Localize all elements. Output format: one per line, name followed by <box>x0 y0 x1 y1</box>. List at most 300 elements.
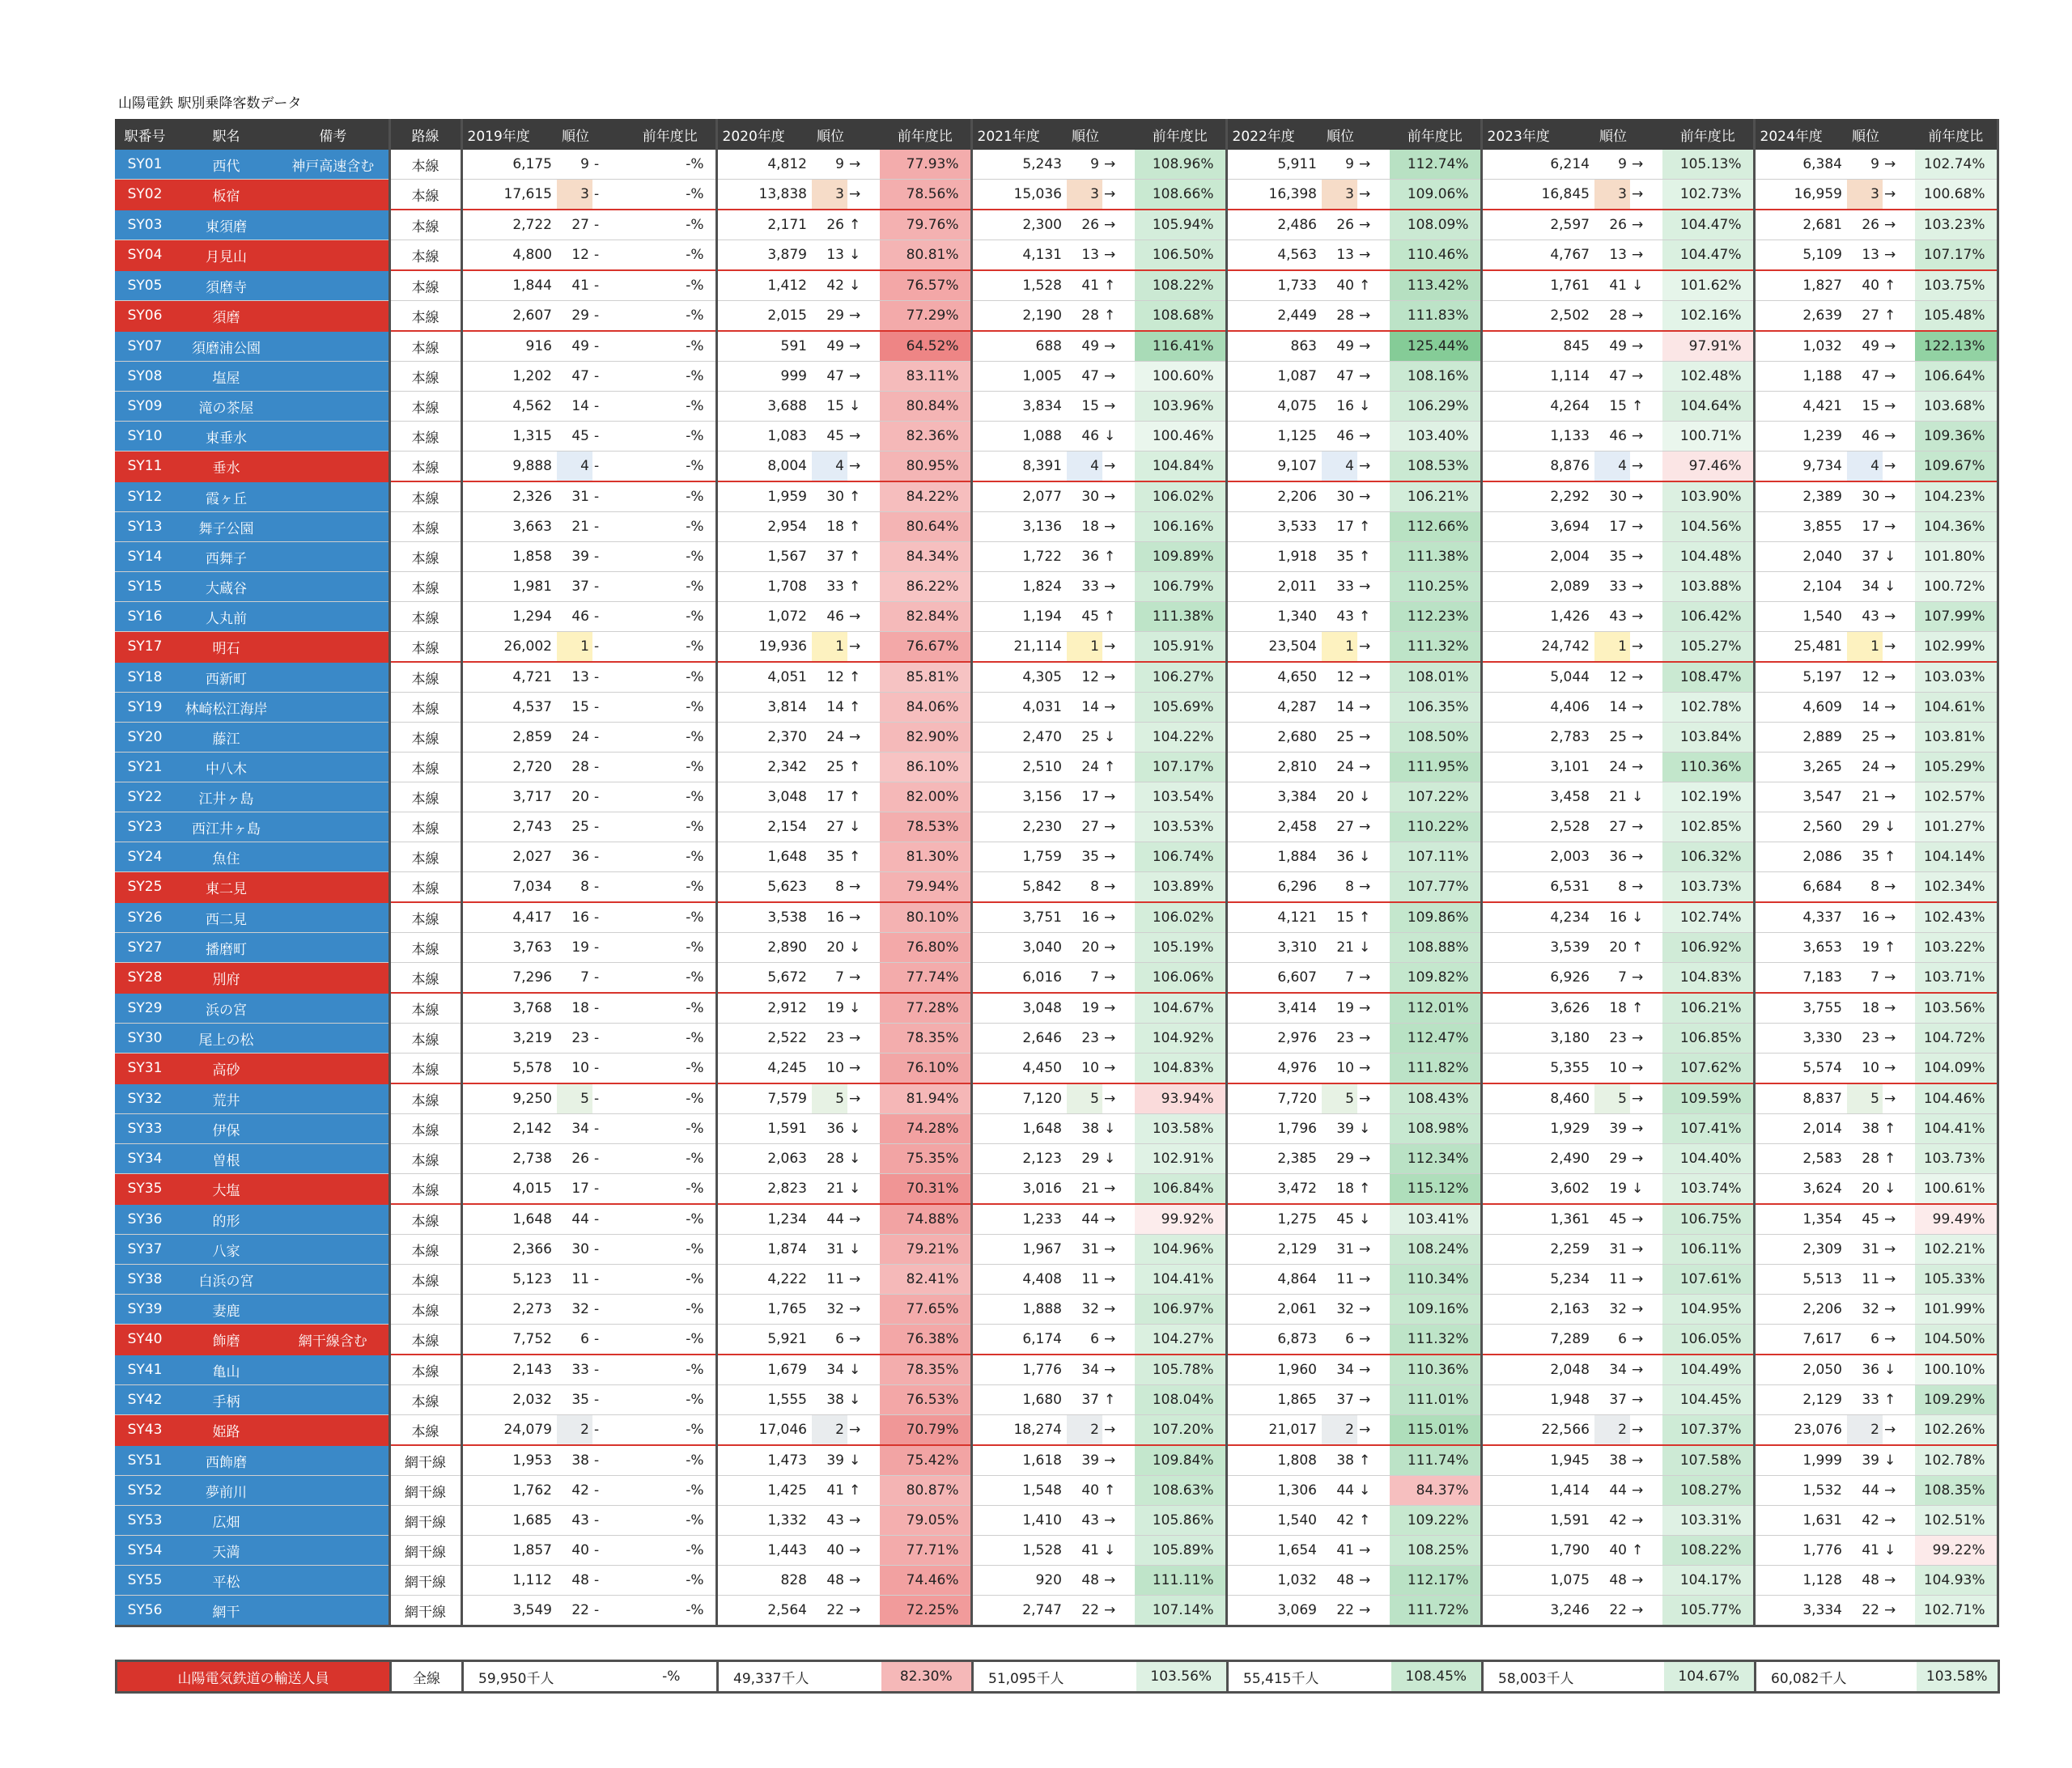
passenger-count: 3,180 <box>1481 1024 1594 1054</box>
rank-trend-icon: - <box>592 481 625 512</box>
rank-trend-icon: → <box>1102 963 1135 994</box>
yoy-ratio: 111.01% <box>1390 1385 1481 1415</box>
rank-value: 32 <box>1594 1295 1630 1325</box>
rank-trend-icon: ↓ <box>1883 1445 1915 1476</box>
rank-trend-icon: ↓ <box>1102 1114 1135 1144</box>
rank-value: 33 <box>557 1355 592 1385</box>
yoy-ratio: 77.29% <box>880 301 971 332</box>
yoy-ratio: 102.51% <box>1915 1506 1998 1536</box>
rank-value: 34 <box>557 1114 592 1144</box>
passenger-count: 4,721 <box>461 662 557 693</box>
rank-trend-icon: → <box>1357 1024 1390 1054</box>
passenger-count: 4,650 <box>1226 662 1322 693</box>
yoy-ratio: 103.03% <box>1915 662 1998 693</box>
rank-value: 12 <box>812 662 847 693</box>
passenger-count: 2,743 <box>461 812 557 842</box>
yoy-ratio: 115.01% <box>1390 1415 1481 1446</box>
rank-value: 6 <box>1847 1325 1883 1355</box>
rank-trend-icon: → <box>1883 1024 1915 1054</box>
yoy-ratio: 112.17% <box>1390 1566 1481 1596</box>
table-row <box>115 1235 1998 1265</box>
passenger-count: 2,607 <box>461 301 557 332</box>
station-name: 播磨町 <box>175 933 278 963</box>
header-year: 2019年度 <box>461 120 557 149</box>
passenger-count: 1,202 <box>461 362 557 392</box>
passenger-count: 4,450 <box>971 1054 1067 1084</box>
rank-trend-icon: → <box>847 1295 880 1325</box>
yoy-ratio: 104.41% <box>1135 1265 1226 1295</box>
rank-value: 49 <box>557 331 592 362</box>
station-note <box>278 1596 389 1626</box>
rank-trend-icon: - <box>592 1325 625 1355</box>
passenger-count: 828 <box>716 1566 812 1596</box>
station-name: 垂水 <box>175 452 278 482</box>
yoy-ratio: -% <box>625 1054 716 1084</box>
rank-value: 7 <box>1594 963 1630 994</box>
header-ratio: 前年度比 <box>1390 120 1481 149</box>
header-year: 2021年度 <box>971 120 1067 149</box>
yoy-ratio: 70.79% <box>880 1415 971 1446</box>
yoy-ratio: 104.47% <box>1662 210 1754 240</box>
yoy-ratio: 103.75% <box>1915 270 1998 301</box>
yoy-ratio: 105.77% <box>1662 1596 1754 1626</box>
table-row <box>115 1083 1998 1114</box>
passenger-count: 2,206 <box>1226 481 1322 512</box>
rank-value: 13 <box>1847 240 1883 271</box>
rank-value: 19 <box>812 993 847 1024</box>
passenger-count: 2,385 <box>1226 1144 1322 1174</box>
passenger-count: 4,234 <box>1481 902 1594 933</box>
rank-value: 28 <box>1322 301 1357 332</box>
rank-value: 40 <box>1847 270 1883 301</box>
yoy-ratio: 86.10% <box>880 753 971 782</box>
rank-value: 11 <box>1067 1265 1102 1295</box>
passenger-count: 5,234 <box>1481 1265 1594 1295</box>
passenger-count: 5,044 <box>1481 662 1594 693</box>
rank-trend-icon: - <box>592 842 625 872</box>
passenger-count: 2,560 <box>1754 812 1847 842</box>
station-line: 本線 <box>389 1024 461 1054</box>
rank-value: 31 <box>1594 1235 1630 1265</box>
rank-trend-icon: - <box>592 392 625 422</box>
yoy-ratio: -% <box>625 723 716 753</box>
passenger-count: 6,873 <box>1226 1325 1322 1355</box>
passenger-count: 6,016 <box>971 963 1067 994</box>
yoy-ratio: 115.12% <box>1390 1174 1481 1205</box>
yoy-ratio: 110.22% <box>1390 812 1481 842</box>
passenger-count: 3,101 <box>1481 753 1594 782</box>
station-note <box>278 1204 389 1235</box>
rank-trend-icon: → <box>847 1325 880 1355</box>
passenger-count: 920 <box>971 1566 1067 1596</box>
station-line: 本線 <box>389 1415 461 1446</box>
rank-trend-icon: → <box>1883 872 1915 903</box>
rank-trend-icon: ↓ <box>1357 842 1390 872</box>
rank-value: 44 <box>1067 1204 1102 1235</box>
yoy-ratio: 84.22% <box>880 481 971 512</box>
yoy-ratio: -% <box>625 1355 716 1385</box>
rank-trend-icon: → <box>1102 1506 1135 1536</box>
station-code: SY13 <box>115 512 175 542</box>
yoy-ratio: 111.72% <box>1390 1596 1481 1626</box>
station-name: 魚住 <box>175 842 278 872</box>
passenger-count: 1,125 <box>1226 422 1322 452</box>
table-row <box>115 1566 1998 1596</box>
station-note <box>278 572 389 602</box>
rank-value: 37 <box>1067 1385 1102 1415</box>
passenger-count: 1,680 <box>971 1385 1067 1415</box>
rank-value: 16 <box>1067 902 1102 933</box>
passenger-count: 1,967 <box>971 1235 1067 1265</box>
yoy-ratio: 80.95% <box>880 452 971 482</box>
header-rank: 順位 <box>812 120 847 149</box>
passenger-count: 3,814 <box>716 693 812 723</box>
rank-value: 45 <box>1847 1204 1883 1235</box>
yoy-ratio: 108.68% <box>1135 301 1226 332</box>
yoy-ratio: 104.93% <box>1915 1566 1998 1596</box>
station-code: SY05 <box>115 270 175 301</box>
rank-trend-icon: - <box>592 872 625 903</box>
rank-value: 1 <box>557 632 592 663</box>
table-row <box>115 963 1998 994</box>
rank-trend-icon: ↓ <box>1883 572 1915 602</box>
station-name: 板宿 <box>175 180 278 210</box>
yoy-ratio: 104.48% <box>1662 542 1754 572</box>
rank-value: 9 <box>812 149 847 180</box>
rank-trend-icon: → <box>1630 1235 1662 1265</box>
rank-value: 2 <box>812 1415 847 1446</box>
passenger-count: 3,384 <box>1226 782 1322 812</box>
rank-value: 8 <box>1594 872 1630 903</box>
rank-trend-icon: ↓ <box>1102 422 1135 452</box>
yoy-ratio: 111.95% <box>1390 753 1481 782</box>
passenger-count: 8,004 <box>716 452 812 482</box>
yoy-ratio: 106.84% <box>1135 1174 1226 1205</box>
yoy-ratio: 78.35% <box>880 1024 971 1054</box>
rank-trend-icon: → <box>1630 1024 1662 1054</box>
table-row <box>115 872 1998 903</box>
passenger-count: 1,354 <box>1754 1204 1847 1235</box>
passenger-count: 1,733 <box>1226 270 1322 301</box>
rank-trend-icon: - <box>592 782 625 812</box>
rank-value: 26 <box>1847 210 1883 240</box>
rank-value: 4 <box>812 452 847 482</box>
yoy-ratio: -% <box>625 1295 716 1325</box>
table-row <box>115 842 1998 872</box>
passenger-count: 2,048 <box>1481 1355 1594 1385</box>
rank-value: 14 <box>1322 693 1357 723</box>
rank-value: 30 <box>812 481 847 512</box>
passenger-count: 1,648 <box>461 1204 557 1235</box>
rank-value: 5 <box>557 1083 592 1114</box>
passenger-count: 1,960 <box>1226 1355 1322 1385</box>
passenger-count: 4,264 <box>1481 392 1594 422</box>
rank-value: 12 <box>1847 662 1883 693</box>
rank-value: 11 <box>1594 1265 1630 1295</box>
station-line: 本線 <box>389 753 461 782</box>
rank-trend-icon: ↓ <box>1630 782 1662 812</box>
passenger-count: 1,648 <box>716 842 812 872</box>
station-line: 本線 <box>389 1114 461 1144</box>
station-name: 西江井ヶ島 <box>175 812 278 842</box>
passenger-count: 5,911 <box>1226 149 1322 180</box>
rank-value: 30 <box>1594 481 1630 512</box>
rank-trend-icon: → <box>1630 1566 1662 1596</box>
passenger-count: 2,722 <box>461 210 557 240</box>
passenger-count: 17,615 <box>461 180 557 210</box>
passenger-count: 3,310 <box>1226 933 1322 963</box>
rank-trend-icon: ↓ <box>847 1144 880 1174</box>
rank-trend-icon: → <box>1883 1295 1915 1325</box>
rank-trend-icon: ↑ <box>847 782 880 812</box>
yoy-ratio: 74.88% <box>880 1204 971 1235</box>
rank-trend-icon: → <box>1357 1415 1390 1446</box>
rank-value: 43 <box>1322 602 1357 632</box>
passenger-count: 2,032 <box>461 1385 557 1415</box>
rank-value: 5 <box>1847 1083 1883 1114</box>
rank-trend-icon: → <box>847 149 880 180</box>
rank-trend-icon: ↓ <box>1357 933 1390 963</box>
rank-trend-icon: - <box>592 1295 625 1325</box>
passenger-count: 5,574 <box>1754 1054 1847 1084</box>
rank-trend-icon: → <box>847 1024 880 1054</box>
passenger-count: 3,653 <box>1754 933 1847 963</box>
yoy-ratio: 102.78% <box>1662 693 1754 723</box>
passenger-count: 1,005 <box>971 362 1067 392</box>
table-row <box>115 1265 1998 1295</box>
station-note <box>278 933 389 963</box>
rank-trend-icon: ↓ <box>1883 542 1915 572</box>
passenger-count: 8,391 <box>971 452 1067 482</box>
passenger-count: 2,050 <box>1754 1355 1847 1385</box>
rank-trend-icon: → <box>1357 301 1390 332</box>
passenger-count: 1,133 <box>1481 422 1594 452</box>
yoy-ratio: 104.45% <box>1662 1385 1754 1415</box>
rank-value: 1 <box>1594 632 1630 663</box>
rank-trend-icon: → <box>1630 180 1662 210</box>
rank-trend-icon: → <box>1357 180 1390 210</box>
yoy-ratio: 100.60% <box>1135 362 1226 392</box>
station-note <box>278 1415 389 1446</box>
station-line: 本線 <box>389 963 461 994</box>
table-row <box>115 240 1998 271</box>
passenger-count: 2,143 <box>461 1355 557 1385</box>
header-name: 駅名 <box>175 120 278 149</box>
yoy-ratio: 76.57% <box>880 270 971 301</box>
yoy-ratio: 106.92% <box>1662 933 1754 963</box>
rank-trend-icon: → <box>1883 210 1915 240</box>
rank-trend-icon: → <box>1630 452 1662 482</box>
passenger-count: 18,274 <box>971 1415 1067 1446</box>
yoy-ratio: 107.77% <box>1390 872 1481 903</box>
rank-trend-icon: → <box>1630 512 1662 542</box>
yoy-ratio: 104.22% <box>1135 723 1226 753</box>
rank-trend-icon: → <box>1630 812 1662 842</box>
passenger-count: 23,504 <box>1226 632 1322 663</box>
passenger-count: 24,742 <box>1481 632 1594 663</box>
yoy-ratio: -% <box>625 632 716 663</box>
rank-trend-icon: - <box>592 963 625 994</box>
rank-trend-icon: → <box>1357 481 1390 512</box>
rank-value: 48 <box>1594 1566 1630 1596</box>
rank-value: 30 <box>1847 481 1883 512</box>
rank-trend-icon: → <box>1102 240 1135 271</box>
yoy-ratio: -% <box>625 662 716 693</box>
passenger-count: 2,528 <box>1481 812 1594 842</box>
yoy-ratio: 101.27% <box>1915 812 1998 842</box>
passenger-count: 4,337 <box>1754 902 1847 933</box>
rank-trend-icon: - <box>592 362 625 392</box>
rank-value: 29 <box>1322 1144 1357 1174</box>
yoy-ratio: 105.78% <box>1135 1355 1226 1385</box>
rank-value: 47 <box>1847 362 1883 392</box>
station-note: 神戸高速含む <box>278 149 389 180</box>
rank-value: 5 <box>1594 1083 1630 1114</box>
station-code: SY17 <box>115 632 175 663</box>
rank-trend-icon: ↑ <box>1357 1506 1390 1536</box>
yoy-ratio: 107.14% <box>1135 1596 1226 1626</box>
yoy-ratio: -% <box>625 301 716 332</box>
rank-value: 48 <box>1847 1566 1883 1596</box>
passenger-count: 6,174 <box>971 1325 1067 1355</box>
rank-trend-icon: → <box>847 422 880 452</box>
rank-value: 24 <box>1594 753 1630 782</box>
rank-trend-icon: → <box>847 1265 880 1295</box>
yoy-ratio: 108.09% <box>1390 210 1481 240</box>
yoy-ratio: 104.36% <box>1915 512 1998 542</box>
table-row <box>115 1596 1998 1626</box>
passenger-count: 3,048 <box>971 993 1067 1024</box>
yoy-ratio: -% <box>625 1536 716 1566</box>
station-line: 本線 <box>389 180 461 210</box>
rank-trend-icon: - <box>592 1355 625 1385</box>
rank-trend-icon: → <box>1357 693 1390 723</box>
passenger-count: 1,075 <box>1481 1566 1594 1596</box>
passenger-count: 1,532 <box>1754 1476 1847 1506</box>
yoy-ratio: 81.94% <box>880 1083 971 1114</box>
passenger-count: 4,421 <box>1754 392 1847 422</box>
yoy-ratio: 104.46% <box>1915 1083 1998 1114</box>
passenger-count: 1,540 <box>1226 1506 1322 1536</box>
station-note <box>278 753 389 782</box>
rank-value: 4 <box>1067 452 1102 482</box>
rank-value: 3 <box>1322 180 1357 210</box>
yoy-ratio: 102.26% <box>1915 1415 1998 1446</box>
yoy-ratio: 104.41% <box>1915 1114 1998 1144</box>
rank-value: 26 <box>1594 210 1630 240</box>
rank-trend-icon: → <box>1102 812 1135 842</box>
yoy-ratio: 101.80% <box>1915 542 1998 572</box>
rank-trend-icon: ↑ <box>1630 392 1662 422</box>
passenger-count: 1,796 <box>1226 1114 1322 1144</box>
rank-value: 23 <box>1594 1024 1630 1054</box>
passenger-count: 3,016 <box>971 1174 1067 1205</box>
rank-trend-icon: ↑ <box>847 512 880 542</box>
passenger-count: 1,412 <box>716 270 812 301</box>
yoy-ratio: -% <box>625 812 716 842</box>
rank-trend-icon: → <box>847 902 880 933</box>
table-row <box>115 782 1998 812</box>
station-code: SY19 <box>115 693 175 723</box>
rank-trend-icon: ↑ <box>1883 1385 1915 1415</box>
station-code: SY35 <box>115 1174 175 1205</box>
rank-value: 26 <box>812 210 847 240</box>
table-row <box>115 1415 1998 1446</box>
station-code: SY02 <box>115 180 175 210</box>
station-line: 本線 <box>389 1265 461 1295</box>
rank-value: 2 <box>1067 1415 1102 1446</box>
table-row <box>115 180 1998 210</box>
header-ratio: 前年度比 <box>880 120 971 149</box>
rank-value: 18 <box>1322 1174 1357 1205</box>
rank-value: 9 <box>1067 149 1102 180</box>
header-ratio: 前年度比 <box>625 120 716 149</box>
rank-value: 45 <box>557 422 592 452</box>
rank-trend-icon: - <box>592 270 625 301</box>
table-row <box>115 572 1998 602</box>
station-name: 月見山 <box>175 240 278 271</box>
rank-trend-icon: → <box>1357 149 1390 180</box>
passenger-count: 1,088 <box>971 422 1067 452</box>
rank-value: 49 <box>1067 331 1102 362</box>
rank-value: 10 <box>1067 1054 1102 1084</box>
station-note <box>278 812 389 842</box>
passenger-count: 6,175 <box>461 149 557 180</box>
yoy-ratio: 106.35% <box>1390 693 1481 723</box>
rank-value: 12 <box>1322 662 1357 693</box>
yoy-ratio: -% <box>625 1415 716 1446</box>
yoy-ratio: 116.41% <box>1135 331 1226 362</box>
rank-trend-icon: → <box>1357 1325 1390 1355</box>
rank-trend-icon: ↑ <box>847 542 880 572</box>
passenger-count: 1,999 <box>1754 1445 1847 1476</box>
passenger-count: 1,528 <box>971 1536 1067 1566</box>
station-note <box>278 1174 389 1205</box>
rank-trend-icon: → <box>847 331 880 362</box>
rank-trend-icon: → <box>1883 632 1915 663</box>
rank-trend-icon: - <box>592 1445 625 1476</box>
rank-trend-icon: → <box>1630 723 1662 753</box>
yoy-ratio: -% <box>625 210 716 240</box>
passenger-count: 3,069 <box>1226 1596 1322 1626</box>
rank-value: 26 <box>557 1144 592 1174</box>
yoy-ratio: 105.94% <box>1135 210 1226 240</box>
rank-value: 23 <box>1322 1024 1357 1054</box>
rank-value: 1 <box>812 632 847 663</box>
station-note <box>278 1114 389 1144</box>
passenger-count: 5,672 <box>716 963 812 994</box>
rank-trend-icon: → <box>1357 240 1390 271</box>
rank-trend-icon: ↑ <box>847 572 880 602</box>
yoy-ratio: 112.74% <box>1390 149 1481 180</box>
yoy-ratio: -% <box>625 1174 716 1205</box>
station-code: SY21 <box>115 753 175 782</box>
yoy-ratio: 103.31% <box>1662 1506 1754 1536</box>
rank-value: 14 <box>1594 693 1630 723</box>
passenger-count: 6,607 <box>1226 963 1322 994</box>
yoy-ratio: 76.67% <box>880 632 971 663</box>
total-ratio: 103.58% <box>1917 1661 1999 1693</box>
yoy-ratio: -% <box>625 1445 716 1476</box>
rank-trend-icon: → <box>1883 902 1915 933</box>
passenger-count: 1,857 <box>461 1536 557 1566</box>
rank-trend-icon: → <box>1630 662 1662 693</box>
passenger-count: 3,472 <box>1226 1174 1322 1205</box>
passenger-count: 1,083 <box>716 422 812 452</box>
yoy-ratio: 106.75% <box>1662 1204 1754 1235</box>
rank-value: 2 <box>1322 1415 1357 1446</box>
station-name: 的形 <box>175 1204 278 1235</box>
